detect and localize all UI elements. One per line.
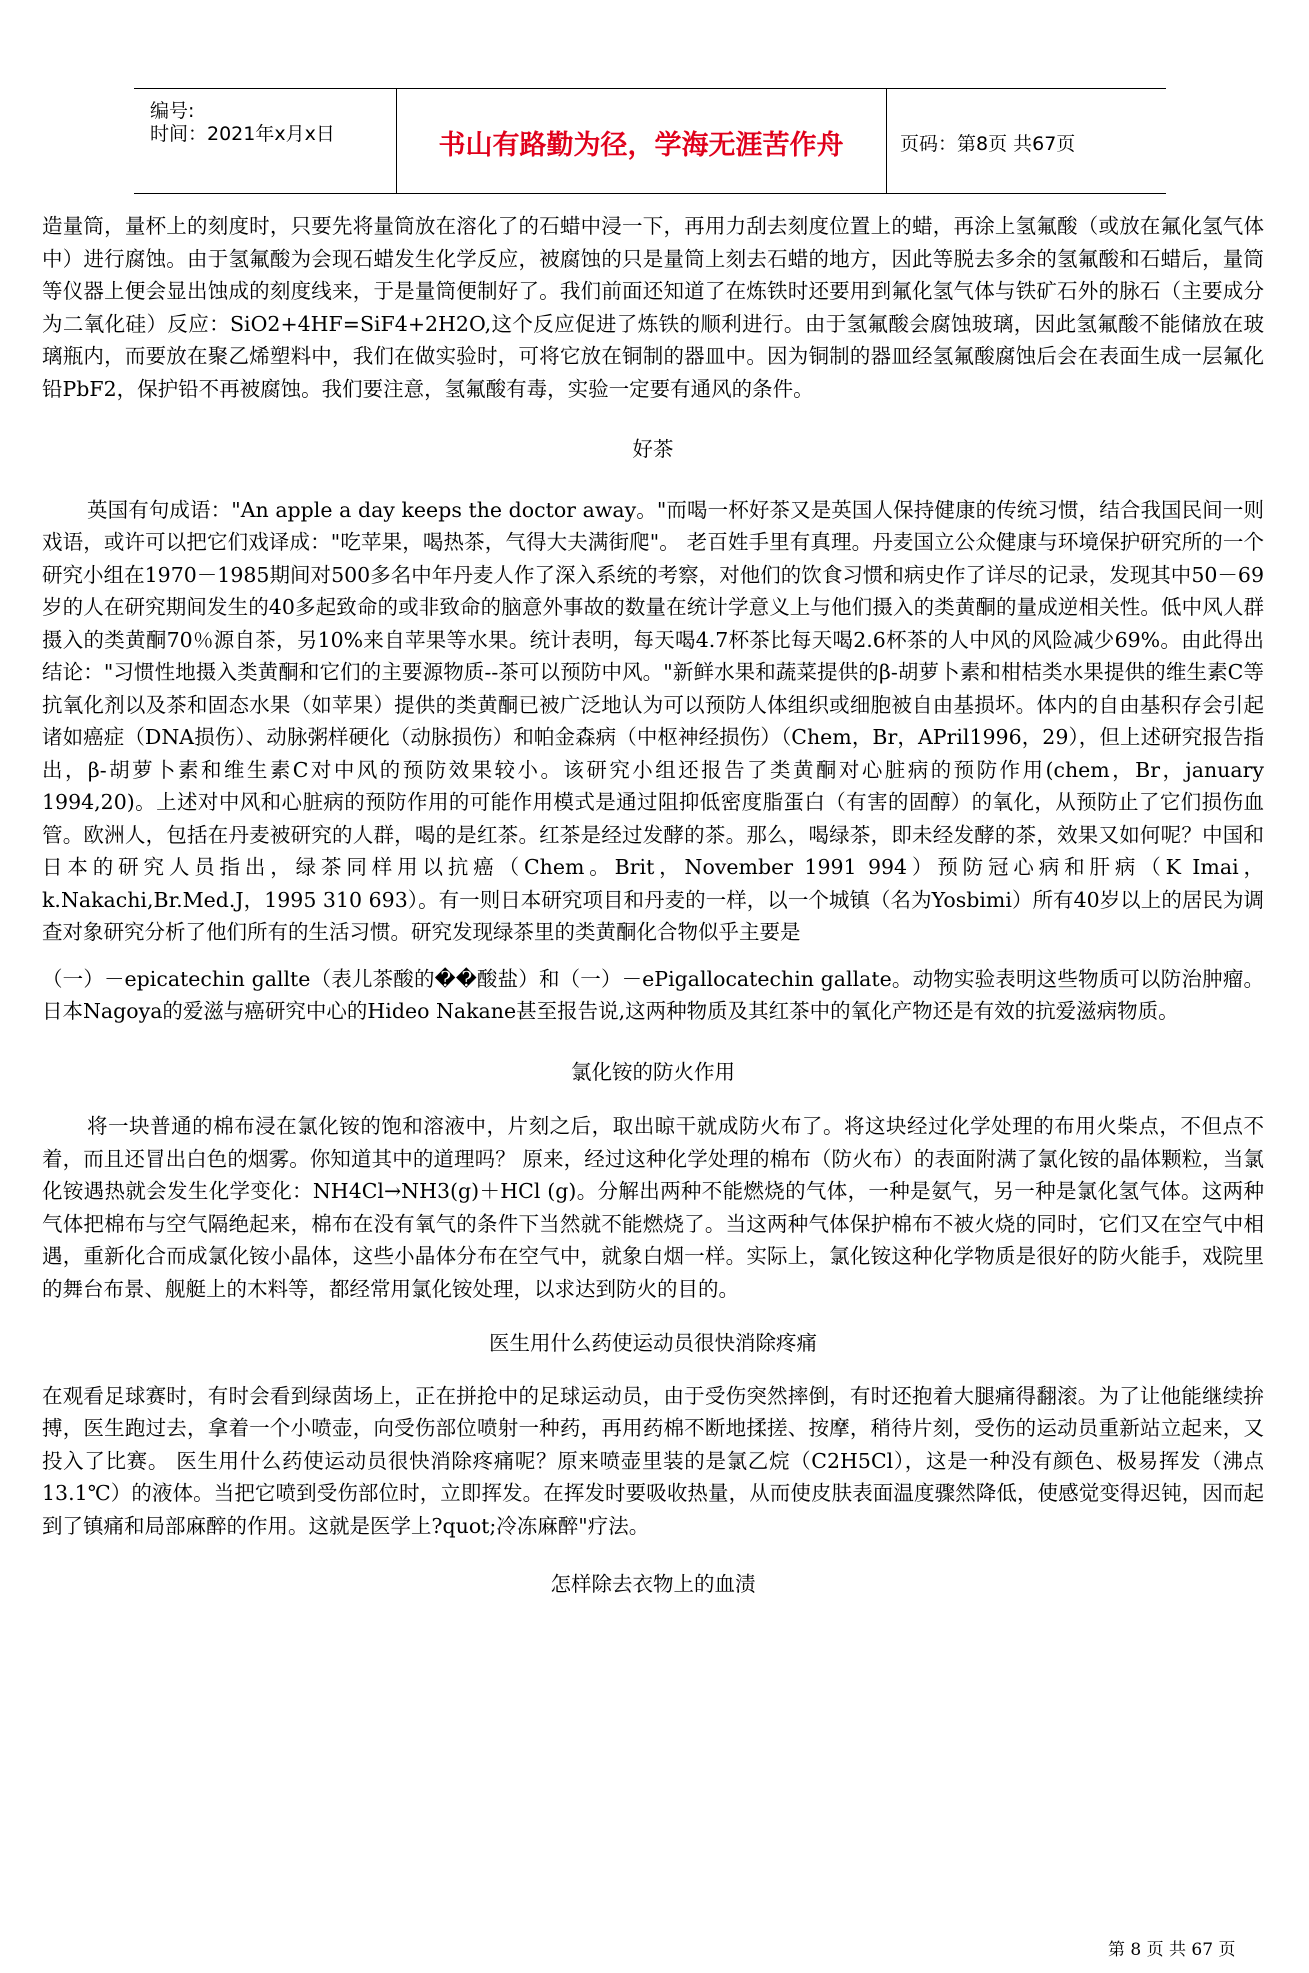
- header-page-cell: [886, 89, 1166, 193]
- paragraph-ammonium-chloride: 将一块普通的棉布浸在氯化铵的饱和溶液中，片刻之后，取出晾干就成防火布了。将这块经过化学处理的布用火柴点，不但点不着，而且还冒出白色的烟雾。你知道其中的道理吗？ 原来，经过这种化学处理的棉布（防火布）的表面附满了氯化铵的晶体颗粒，当氯化铵遇热就会发生化学变化：NH4Cl→NH3(g)＋HCl (g)。分解出两种不能燃烧的气体，一种是氨气，另一种是氯化氢气体。这两种气体把棉布与空气隔绝起来，棉布在没有氧气的条件下当然就不能燃烧了。当这两种气体保护棉布不被火烧的同时，它们又在空气中相遇，重新化合而成氯化铵小晶体，这些小晶体分布在空气中，就象白烟一样。实际上，氯化铵这种化学物质是很好的防火能手，戏院里的舞台布景、舰艇上的木料等，都经常用氯化铵处理，以求达到防火的目的。: [42, 1114, 1264, 1301]
- page-footer: 第 8 页 共 67 页: [1108, 1940, 1236, 1960]
- section-title-blood-stains: 怎样除去衣物上的血渍: [550, 1572, 756, 1596]
- section-title-good-tea: 好茶: [632, 437, 674, 461]
- header-meta-cell: [134, 89, 397, 193]
- document-body: [42, 210, 1264, 1601]
- header-page-number: 页码：第8页 共67页: [900, 133, 1076, 155]
- paragraph-good-tea-2: （一）－epicatechin gallte（表儿茶酸的��酸盐）和（一）－ePigallocatechin gallate。动物实验表明这些物质可以防治肿瘤。日本Nagoya的爱滋与癌研究中心的Hideo Nakane甚至报告说,这两种物质及其红茶中的氧化产物还是有效的抗爱滋病物质。: [42, 966, 1264, 1023]
- paragraph-pain-relief: 在观看足球赛时，有时会看到绿茵场上，正在拼抢中的足球运动员，由于受伤突然摔倒，有时还抱着大腿痛得翻滚。为了让他能继续拚搏，医生跑过去，拿着一个小喷壶，向受伤部位喷射一种药，再用药棉不断地揉搓、按摩，稍待片刻，受伤的运动员重新站立起来，又投入了比赛。 医生用什么药使运动员很快消除疼痛呢？原来喷壶里装的是氯乙烷（C2H5Cl），这是一种没有颜色、极易挥发（沸点13.1℃）的液体。当把它喷到受伤部位时，立即挥发。在挥发时要吸收热量，从而使皮肤表面温度骤然降低，使感觉变得迟钝，因而起到了镇痛和局部麻醉的作用。这就是医学上?quot;冷冻麻醉"疗法。: [42, 1383, 1264, 1538]
- header-motto: 书山有路勤为径，学海无涯苦作舟: [438, 130, 844, 161]
- paragraph-good-tea-1: 英国有句成语："An apple a day keeps the doctor away。"而喝一杯好茶又是英国人保持健康的传统习惯，结合我国民间一则戏语，或许可以把它们戏译成："吃苹果，喝热茶，气得大夫满街爬"。 老百姓手里有真理。丹麦国立公众健康与环境保护研究所的一个研究小组在1970－1985期间对500多名中年丹麦人作了深入系统的考察，对他们的饮食习惯和病史作了详尽的记录，发现其中50－69岁的人在研究期间发生的40多起致命的或非致命的脑意外事故的数量在统计学意义上与他们摄入的类黄酮的量成逆相关性。低中风人群摄入的类黄酮70％源自茶，另10%来自苹果等水果。统计表明，每天喝4.7杯茶比每天喝2.6杯茶的人中风的风险减少69%。由此得出结论："习惯性地摄入类黄酮和它们的主要源物质--茶可以预防中风。"新鲜水果和蔬菜提供的β-胡萝卜素和柑桔类水果提供的维生素C等抗氧化剂以及茶和固态水果（如苹果）提供的类黄酮已被广泛地认为可以预防人体组织或细胞被自由基损坏。体内的自由基积存会引起诸如癌症（DNA损伤）、动脉粥样硬化（动脉损伤）和帕金森病（中枢神经损伤）（Chem，Br，APril1996，29），但上述研究报告指出，β-胡萝卜素和维生素C对中风的预防效果较小。该研究小组还报告了类黄酮对心脏病的预防作用(chem，Br，january 1994,20)。上述对中风和心脏病的预防作用的可能作用模式是通过阻抑低密度脂蛋白（有害的固醇）的氧化，从预防止了它们损伤血管。欧洲人，包括在丹麦被研究的人群，喝的是红茶。红茶是经过发酵的茶。那么，喝绿茶，即未经发酵的茶，效果又如何呢？中国和日本的研究人员指出，绿茶同样用以抗癌（Chem。Brit，November 1991 994）预防冠心病和肝病（K Imai，k.Nakachi,Br.Med.J，1995 310 693）。有一则日本研究项目和丹麦的一样，以一个城镇（名为Yosbimi）所有40岁以上的居民为调查对象研究分析了他们所有的生活习惯。研究发现绿茶里的类黄酮化合物似乎主要是: [42, 497, 1264, 944]
- page-header: [134, 88, 1166, 194]
- paragraph-hf-etching: 造量筒，量杯上的刻度时，只要先将量筒放在溶化了的石蜡中浸一下，再用力刮去刻度位置上的蜡，再涂上氢氟酸（或放在氟化氢气体中）进行腐蚀。由于氢氟酸为会现石蜡发生化学反应，被腐蚀的只是量筒上刻去石蜡的地方，因此等脱去多余的氢氟酸和石蜡后，量筒等仪器上便会显出蚀成的刻度线来，于是量筒便制好了。我们前面还知道了在炼铁时还要用到氟化氢气体与铁矿石外的脉石（主要成分为二氧化硅）反应：SiO2+4HF=SiF4+2H2O,这个反应促进了炼铁的顺利进行。由于氢氟酸会腐蚀玻璃，因此氢氟酸不能储放在玻璃瓶内，而要放在聚乙烯塑料中，我们在做实验时，可将它放在铜制的器皿中。因为铜制的器皿经氢氟酸腐蚀后会在表面生成一层氟化铅PbF2，保护铅不再被腐蚀。我们要注意，氢氟酸有毒，实验一定要有通风的条件。: [42, 214, 1264, 401]
- header-motto-cell: [396, 89, 887, 193]
- section-title-pain-relief: 医生用什么药使运动员很快消除疼痛: [489, 1331, 817, 1355]
- section-title-ammonium-chloride: 氯化铵的防火作用: [571, 1059, 735, 1084]
- doc-time-label: 时间：2021年x月x日: [150, 123, 335, 145]
- doc-number-label: 编号:: [150, 100, 195, 122]
